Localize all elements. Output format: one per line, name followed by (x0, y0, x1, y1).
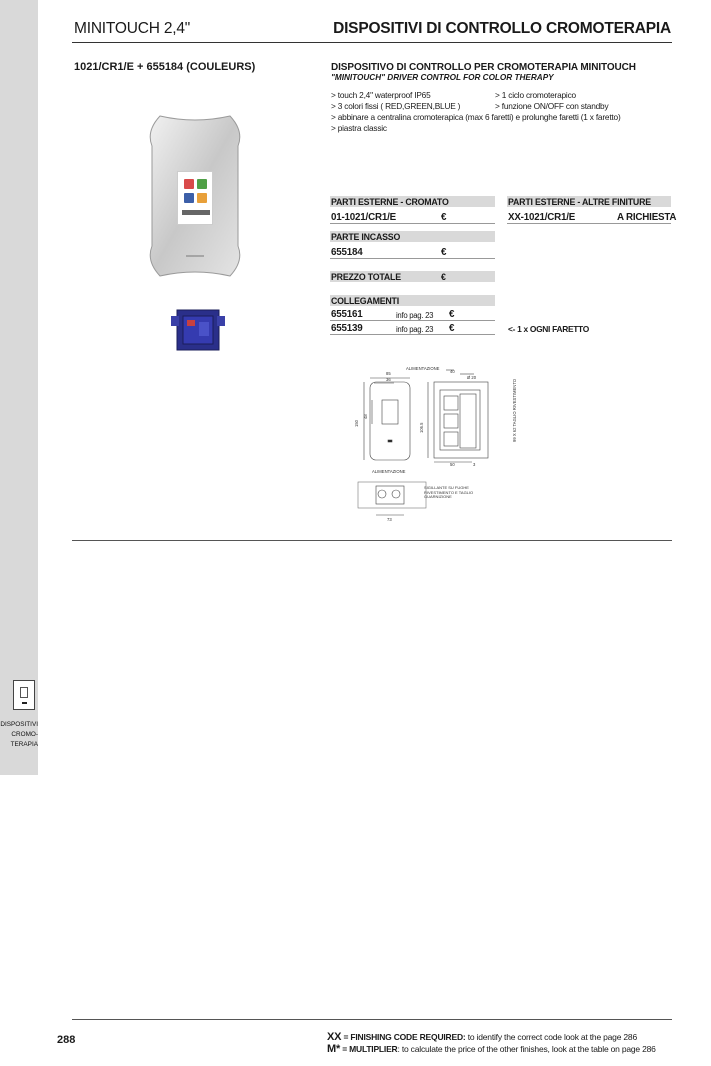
ext-other-header: PARTI ESTERNE - ALTRE FINITURE (507, 196, 671, 207)
svg-text:48: 48 (363, 414, 368, 419)
svg-text:106.5: 106.5 (419, 422, 424, 433)
sidebar-label: DISPOSITIVI CROMO- TERAPIA (0, 721, 38, 748)
blue-button (184, 193, 194, 203)
connection-2-price: € (449, 323, 455, 334)
chrome-price: € (441, 212, 447, 223)
section-title: DISPOSITIVI DI CONTROLLO CROMOTERAPIA (333, 20, 671, 37)
product-code-title: 1021/CR1/E + 655184 (COULEURS) (74, 61, 256, 73)
technical-drawing (350, 360, 517, 530)
brand-logo (182, 210, 210, 215)
product-description-subtitle: "MINITOUCH" DRIVER CONTROL FOR COLOR THERAPY (331, 73, 554, 82)
connection-1-code: 655161 (331, 309, 363, 320)
section-divider (72, 540, 672, 541)
incasso-header: PARTE INCASSO (330, 231, 495, 242)
svg-text:50: 50 (450, 462, 455, 467)
drawing-note: SIGILLANTE SU FUGHE RIVESTIMENTO E TAGLIO GUARNIZIONE (424, 485, 474, 500)
cycle-button (197, 193, 207, 203)
green-button (197, 179, 207, 189)
connection-2-info: info pag. 23 (396, 325, 434, 334)
collegamenti-header: COLLEGAMENTI (330, 295, 495, 306)
flush-box-image (165, 306, 231, 356)
feature-list-left: > touch 2,4" waterproof IP65 > 3 colori fissi ( RED,GREEN,BLUE ) > abbinare a centralina cromoterapica (max 6 faretti) e prolunghe faretti (1 x faretto) > piastra classic (331, 90, 621, 133)
footer-note-m: M* = MULTIPLIER: to calculate the price of the other finishes, look at the table on page 286 (327, 1043, 656, 1055)
svg-text:85: 85 (386, 371, 391, 376)
header-divider (72, 42, 672, 43)
product-description-title: DISPOSITIVO DI CONTROLLO PER CROMOTERAPIA MINITOUCH (331, 62, 636, 73)
svg-text:73: 73 (387, 517, 392, 522)
page-number: 288 (57, 1034, 76, 1046)
sidebar (0, 0, 38, 775)
svg-text:36: 36 (386, 377, 391, 382)
incasso-code: 655184 (331, 247, 363, 258)
other-finish-code: XX-1021/CR1/E (508, 212, 576, 223)
red-button (184, 179, 194, 189)
svg-text:99 X 62 TAGLIO RIVESTIMENTO: 99 X 62 TAGLIO RIVESTIMENTO (512, 378, 517, 442)
ext-chrome-header: PARTI ESTERNE - CROMATO (330, 196, 495, 207)
footer-note-xx: XX = FINISHING CODE REQUIRED: to identify the correct code look at the page 286 (327, 1031, 637, 1043)
connection-2-code: 655139 (331, 323, 363, 334)
drawing-label-alimentazione-top: ALIMENTAZIONE (406, 366, 440, 371)
total-price-row: PREZZO TOTALE € (330, 271, 495, 282)
connection-1-info: info pag. 23 (396, 311, 434, 320)
svg-text:Ø 20: Ø 20 (467, 375, 477, 380)
chrome-code: 01-1021/CR1/E (331, 212, 396, 223)
svg-text:150: 150 (354, 420, 359, 427)
device-icon (13, 680, 35, 710)
page-title: MINITOUCH 2,4" (74, 20, 191, 37)
incasso-price: € (441, 247, 447, 258)
connection-note: <- 1 x OGNI FARETTO (508, 324, 589, 334)
svg-text:40: 40 (450, 369, 455, 374)
other-finish-value: A RICHIESTA (617, 212, 677, 223)
svg-text:3: 3 (473, 462, 476, 467)
connection-1-price: € (449, 309, 455, 320)
drawing-label-alimentazione-bottom: ALIMENTAZIONE (372, 469, 406, 474)
feature-list-right: > 1 ciclo cromoterapico > funzione ON/OFF con standby (495, 90, 609, 111)
touch-screen (177, 171, 213, 225)
footer-divider (72, 1019, 672, 1020)
